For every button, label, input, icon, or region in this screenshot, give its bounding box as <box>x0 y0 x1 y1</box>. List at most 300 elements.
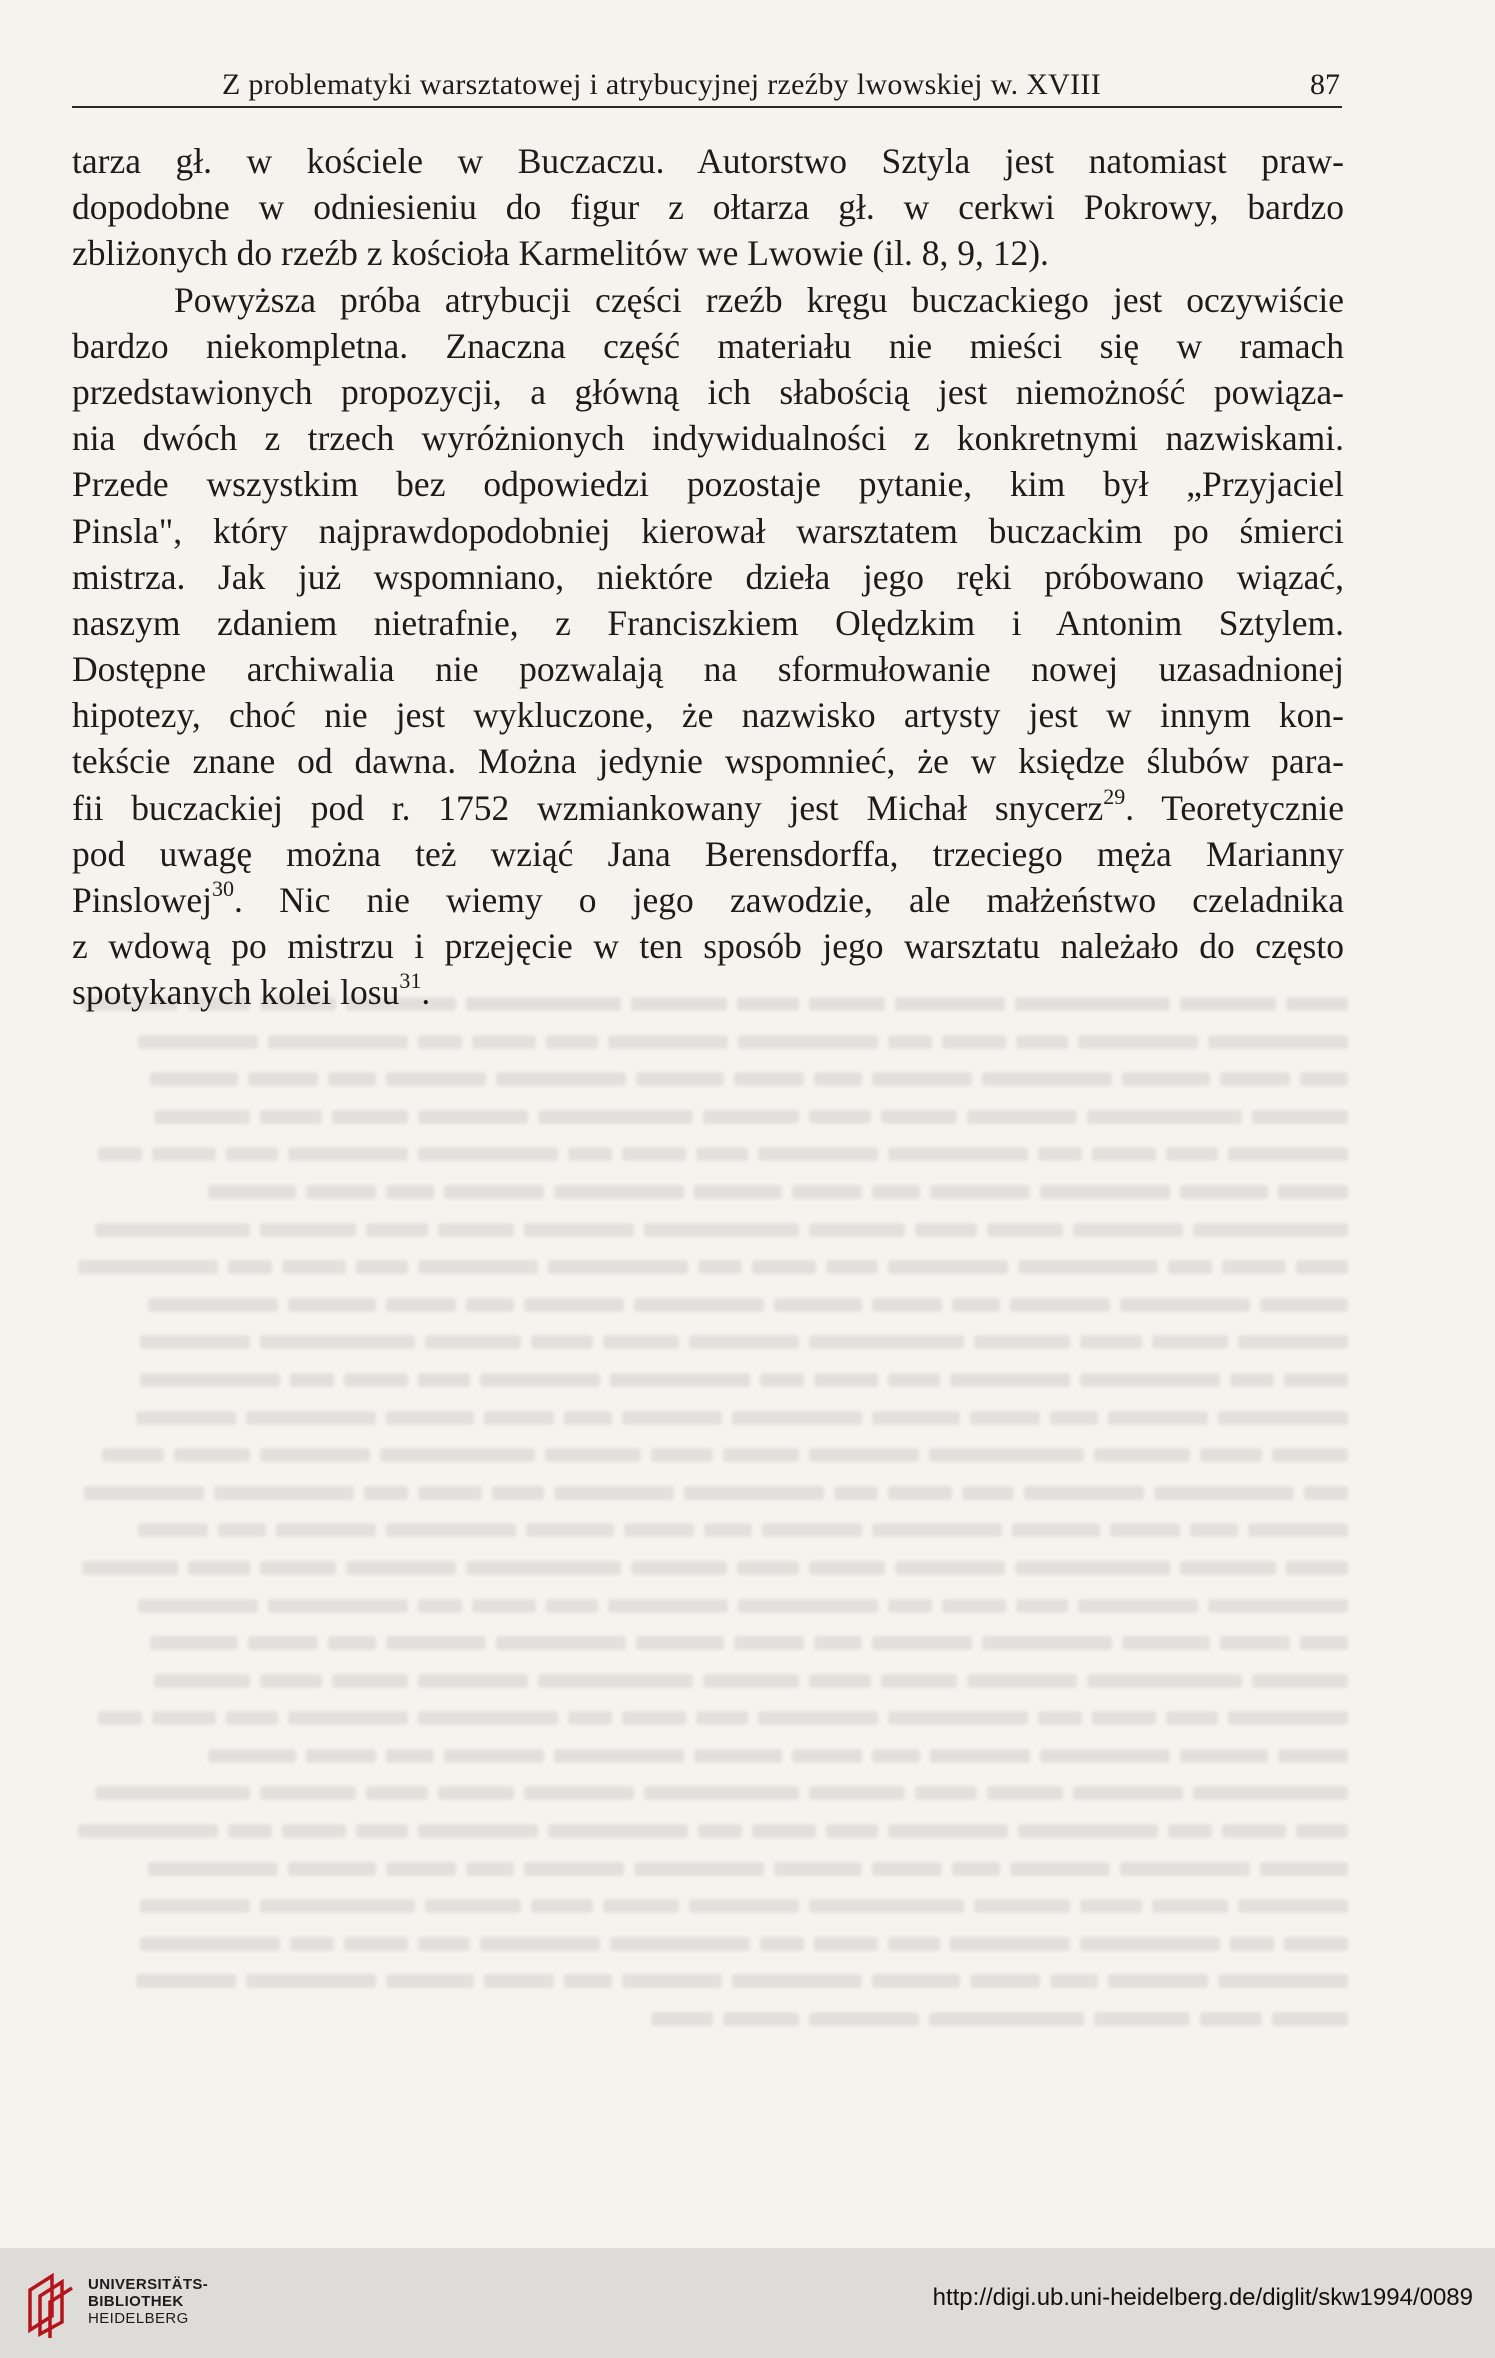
show-through-mark <box>1038 1711 1082 1725</box>
show-through-mark <box>1087 1110 1242 1124</box>
show-through-mark <box>356 1824 408 1838</box>
show-through-mark <box>328 1072 376 1086</box>
show-through-mark <box>564 1411 612 1425</box>
show-through-mark <box>174 1448 250 1462</box>
show-through-line <box>58 1211 1348 1249</box>
show-through-line <box>58 1587 1348 1625</box>
show-through-mark <box>366 1786 428 1800</box>
show-through-mark <box>1200 2012 1262 2026</box>
show-through-mark <box>952 1298 1000 1312</box>
text-line: pod uwagę można też wziąć Jana Berensdorffa, trzeciego męża Marianny <box>72 833 1344 874</box>
library-name-line: HEIDELBERG <box>88 2310 189 2327</box>
show-through-mark <box>546 1035 598 1049</box>
show-through-mark <box>418 1937 470 1951</box>
show-through-mark <box>1218 1974 1348 1988</box>
show-through-mark <box>942 1035 1006 1049</box>
show-through-line <box>58 1060 1348 1098</box>
show-through-mark <box>1296 1260 1348 1274</box>
show-through-mark <box>524 1223 634 1237</box>
show-through-mark <box>78 1824 218 1838</box>
show-through-mark <box>881 1674 957 1688</box>
show-through-mark <box>970 1411 1040 1425</box>
show-through-mark <box>484 1411 554 1425</box>
show-through-mark <box>524 1786 634 1800</box>
show-through-mark <box>987 1786 1063 1800</box>
text-line: nia dwóch z trzech wyróżnionych indywidualności z konkretnymi nazwiskami. <box>72 418 1344 459</box>
show-through-mark <box>466 1862 514 1876</box>
show-through-mark <box>344 1373 408 1387</box>
show-through-mark <box>636 1636 724 1650</box>
show-through-line <box>58 1135 1348 1173</box>
show-through-mark <box>758 1147 878 1161</box>
show-through-mark <box>1078 1035 1198 1049</box>
show-through-mark <box>982 1636 1112 1650</box>
show-through-mark <box>268 1035 408 1049</box>
show-through-line <box>58 1023 1348 1061</box>
footnote-ref-29: 29 <box>1103 784 1126 809</box>
show-through-mark <box>987 1223 1063 1237</box>
show-through-mark <box>386 1749 434 1763</box>
show-through-mark <box>276 1523 376 1537</box>
show-through-mark <box>634 1862 764 1876</box>
show-through-mark <box>524 1298 624 1312</box>
show-through-mark <box>356 1260 408 1274</box>
show-through-mark <box>694 1749 782 1763</box>
show-through-mark <box>814 1937 878 1951</box>
show-through-line <box>58 1436 1348 1474</box>
show-through-line <box>58 1549 1348 1587</box>
running-head-title: Z problematyki warsztatowej i atrybucyjnej rzeźby lwowskiej w. XVIII <box>222 68 1102 101</box>
show-through-mark <box>1120 1862 1250 1876</box>
show-through-mark <box>872 1523 1002 1537</box>
show-through-mark <box>150 1072 238 1086</box>
show-through-mark <box>1152 1335 1228 1349</box>
show-through-mark <box>260 1674 322 1688</box>
show-through-mark <box>774 1298 862 1312</box>
source-url[interactable]: http://digi.ub.uni-heidelberg.de/diglit/skw1994/0089 <box>932 2284 1473 2311</box>
show-through-mark <box>622 1974 722 1988</box>
show-through-mark <box>1168 1824 1212 1838</box>
show-through-line <box>58 1662 1348 1700</box>
show-through-mark <box>418 1260 538 1274</box>
text-line: zbliżonych do rzeźb z kościoła Karmelitów we Lwowie (il. 8, 9, 12). <box>72 233 1049 274</box>
show-through-line <box>58 1624 1348 1662</box>
show-through-mark <box>1108 1411 1208 1425</box>
show-through-mark <box>1230 1373 1274 1387</box>
show-through-mark <box>98 1147 142 1161</box>
text-fragment: fii buczackiej pod r. 1752 wzmiankowany jest Michał snycerz <box>72 787 1104 828</box>
show-through-mark <box>929 1448 1084 1462</box>
show-through-mark <box>154 1674 250 1688</box>
show-through-line <box>58 1511 1348 1549</box>
show-through-mark <box>1050 1974 1098 1988</box>
show-through-mark <box>306 1749 376 1763</box>
show-through-mark <box>1252 1110 1348 1124</box>
show-through-mark <box>872 1749 920 1763</box>
show-through-mark <box>684 1486 824 1500</box>
show-through-mark <box>809 1448 919 1462</box>
show-through-mark <box>332 1110 408 1124</box>
footnote-ref-30: 30 <box>212 877 235 902</box>
show-through-mark <box>260 1448 370 1462</box>
show-through-line <box>58 1737 1348 1775</box>
show-through-mark <box>689 1899 799 1913</box>
show-through-mark <box>95 1786 250 1800</box>
show-through-mark <box>484 1974 554 1988</box>
show-through-line <box>58 1399 1348 1437</box>
show-through-mark <box>140 1899 250 1913</box>
show-through-mark <box>260 1223 356 1237</box>
show-through-mark <box>1073 1223 1183 1237</box>
text-line: Przede wszystkim bez odpowiedzi pozostaje pytanie, kim był „Przyjaciel <box>72 464 1344 505</box>
show-through-mark <box>226 1147 278 1161</box>
show-through-mark <box>888 1599 932 1613</box>
show-through-mark <box>1284 1937 1348 1951</box>
show-through-mark <box>1252 1674 1348 1688</box>
show-through-mark <box>290 1937 334 1951</box>
footer-bar <box>0 2248 1495 2358</box>
show-through-mark <box>346 1561 456 1575</box>
show-through-mark <box>418 1599 462 1613</box>
show-through-mark <box>834 1486 878 1500</box>
show-through-mark <box>386 1636 486 1650</box>
show-through-mark <box>386 1974 474 1988</box>
show-through-mark <box>138 1523 208 1537</box>
show-through-mark <box>545 1448 641 1462</box>
show-through-mark <box>102 1448 164 1462</box>
show-through-mark <box>1154 1486 1294 1500</box>
show-through-mark <box>610 1937 750 1951</box>
show-through-mark <box>1092 1147 1156 1161</box>
text-line: mistrza. Jak już wspomniano, niektóre dzieła jego ręki próbowano wiązać, <box>72 556 1344 597</box>
show-through-mark <box>1284 1373 1348 1387</box>
show-through-mark <box>288 1298 376 1312</box>
show-through-mark <box>1180 1561 1276 1575</box>
show-through-mark <box>386 1298 456 1312</box>
show-through-mark <box>603 1335 679 1349</box>
show-through-mark <box>140 1373 280 1387</box>
show-through-line <box>58 1850 1348 1888</box>
show-through-mark <box>136 1974 236 1988</box>
show-through-mark <box>888 1937 940 1951</box>
show-through-mark <box>524 1862 624 1876</box>
show-through-mark <box>809 1110 871 1124</box>
show-through-mark <box>1018 1824 1158 1838</box>
show-through-mark <box>1120 1298 1250 1312</box>
show-through-mark <box>950 1937 1070 1951</box>
show-through-mark <box>1228 1147 1348 1161</box>
show-through-mark <box>260 1335 415 1349</box>
text-line: tekście znane od dawna. Można jedynie wspomnieć, że w księdze ślubów para- <box>72 741 1344 782</box>
show-through-line <box>58 1774 1348 1812</box>
show-through-mark <box>226 1711 278 1725</box>
show-through-mark <box>472 1035 536 1049</box>
show-through-mark <box>1260 1862 1348 1876</box>
show-through-mark <box>472 1599 536 1613</box>
show-through-mark <box>603 1899 679 1913</box>
show-through-mark <box>82 997 178 1011</box>
show-through-mark <box>98 1711 142 1725</box>
show-through-mark <box>970 1974 1040 1988</box>
show-through-mark <box>1080 1937 1220 1951</box>
show-through-mark <box>554 1486 674 1500</box>
text-fragment: . Nic nie wiemy o jego zawodzie, ale małżeństwo czeladnika <box>234 880 1344 920</box>
show-through-mark <box>622 1411 722 1425</box>
show-through-mark <box>814 1636 862 1650</box>
show-through-mark <box>1180 1185 1268 1199</box>
show-through-mark <box>703 1674 799 1688</box>
show-through-mark <box>1038 1147 1082 1161</box>
show-through-mark <box>809 997 885 1011</box>
show-through-mark <box>651 1448 713 1462</box>
show-through-mark <box>188 1561 250 1575</box>
show-through-mark <box>872 1862 942 1876</box>
show-through-mark <box>809 1335 964 1349</box>
show-through-mark <box>228 1260 272 1274</box>
show-through-line <box>58 1286 1348 1324</box>
show-through-mark <box>634 1298 764 1312</box>
show-through-mark <box>694 1185 782 1199</box>
text-line: Pinsla", który najprawdopodobniej kierował warsztatem buczackim po śmierci <box>72 510 1344 551</box>
show-through-mark <box>344 1937 408 1951</box>
show-through-mark <box>538 1110 693 1124</box>
text-line: przedstawionych propozycji, a główną ich słabością jest niemożność powiąza- <box>72 371 1344 412</box>
show-through-mark <box>1200 1448 1262 1462</box>
show-through-mark <box>418 1035 462 1049</box>
show-through-mark <box>188 997 250 1011</box>
show-through-mark <box>1180 1749 1268 1763</box>
show-through-mark <box>1300 1636 1348 1650</box>
show-through-mark <box>809 1223 905 1237</box>
show-through-mark <box>930 1749 1030 1763</box>
library-name-line: BIBLIOTHEK <box>88 2293 184 2310</box>
body-text <box>72 138 1344 1016</box>
show-through-mark <box>150 1636 238 1650</box>
show-through-mark <box>774 1862 862 1876</box>
show-through-mark <box>1087 1674 1242 1688</box>
show-through-mark <box>809 2012 919 2026</box>
show-through-mark <box>140 1937 280 1951</box>
show-through-mark <box>492 1486 544 1500</box>
show-through-mark <box>1152 1899 1228 1913</box>
show-through-mark <box>895 997 1005 1011</box>
show-through-mark <box>872 1974 960 1988</box>
show-through-mark <box>608 1599 728 1613</box>
show-through-mark <box>942 1599 1006 1613</box>
show-through-mark <box>809 1674 871 1688</box>
show-through-line <box>58 1248 1348 1286</box>
show-through-mark <box>328 1636 376 1650</box>
show-through-mark <box>546 1599 598 1613</box>
show-through-mark <box>1122 1636 1210 1650</box>
show-through-mark <box>1278 1749 1348 1763</box>
text-line: bardzo niekompletna. Znaczna część materiału nie mieści się w ramach <box>72 325 1344 366</box>
show-through-mark <box>260 997 336 1011</box>
show-through-mark <box>425 1335 521 1349</box>
show-through-mark <box>554 1749 684 1763</box>
show-through-mark <box>138 1599 258 1613</box>
page-number: 87 <box>1310 68 1340 101</box>
show-through-mark <box>1040 1749 1170 1763</box>
show-through-mark <box>1092 1711 1156 1725</box>
show-through-mark <box>696 1711 748 1725</box>
show-through-mark <box>418 1373 470 1387</box>
show-through-mark <box>888 1035 932 1049</box>
show-through-mark <box>386 1862 456 1876</box>
show-through-mark <box>734 1072 804 1086</box>
show-through-mark <box>792 1749 862 1763</box>
show-through-mark <box>1108 1974 1208 1988</box>
show-through-mark <box>95 1223 250 1237</box>
show-through-mark <box>531 1899 593 1913</box>
show-through-mark <box>531 1335 593 1349</box>
show-through-mark <box>967 1110 1077 1124</box>
show-through-mark <box>386 1411 474 1425</box>
show-through-mark <box>438 1223 514 1237</box>
show-through-mark <box>1278 1185 1348 1199</box>
show-through-mark <box>888 1711 1028 1725</box>
library-name <box>88 2276 208 2327</box>
show-through-mark <box>346 997 456 1011</box>
show-through-mark <box>631 1561 727 1575</box>
show-through-mark <box>1304 1486 1348 1500</box>
show-through-mark <box>1222 1824 1286 1838</box>
show-through-mark <box>1286 997 1348 1011</box>
show-through-mark <box>1016 1035 1068 1049</box>
show-through-mark <box>208 1185 296 1199</box>
text-fragment: . Teoretycznie <box>1125 787 1344 828</box>
show-through-mark <box>1296 1824 1348 1838</box>
show-through-mark <box>418 1711 558 1725</box>
show-through-mark <box>814 1373 878 1387</box>
show-through-mark <box>888 1486 952 1500</box>
show-through-mark <box>1050 1411 1098 1425</box>
show-through-mark <box>148 1298 278 1312</box>
show-through-mark <box>1080 1373 1220 1387</box>
show-through-mark <box>738 1035 878 1049</box>
show-through-line <box>58 1098 1348 1136</box>
show-through-mark <box>610 1373 750 1387</box>
show-through-mark <box>1238 1899 1348 1913</box>
show-through-mark <box>738 1599 878 1613</box>
show-through-mark <box>1222 1260 1286 1274</box>
show-through-mark <box>466 1561 621 1575</box>
show-through-mark <box>418 1110 528 1124</box>
show-through-mark <box>1168 1260 1212 1274</box>
show-through-mark <box>564 1974 612 1988</box>
show-through-mark <box>622 1711 686 1725</box>
library-name-line: UNIVERSITÄTS- <box>88 2276 209 2293</box>
show-through-line <box>58 1474 1348 1512</box>
show-through-mark <box>732 1411 862 1425</box>
show-through-mark <box>608 1035 728 1049</box>
show-through-mark <box>466 1298 514 1312</box>
show-through-line <box>58 1812 1348 1850</box>
show-through-mark <box>480 1373 600 1387</box>
show-through-mark <box>696 1147 748 1161</box>
footnote-ref-31: 31 <box>399 968 422 994</box>
show-through-mark <box>538 1674 693 1688</box>
show-through-mark <box>1078 1599 1198 1613</box>
show-through-mark <box>689 1335 799 1349</box>
show-through-mark <box>1218 1411 1348 1425</box>
show-through-mark <box>228 1824 272 1838</box>
show-through-mark <box>651 2012 713 2026</box>
show-through-mark <box>895 1561 1005 1575</box>
show-through-line <box>58 1361 1348 1399</box>
show-through-mark <box>752 1260 816 1274</box>
show-through-mark <box>1094 2012 1190 2026</box>
show-through-mark <box>1190 1523 1238 1537</box>
show-through-mark <box>1166 1147 1218 1161</box>
show-through-mark <box>78 1260 218 1274</box>
show-through-mark <box>814 1072 862 1086</box>
show-through-mark <box>554 1185 684 1199</box>
show-through-mark <box>380 1448 535 1462</box>
show-through-mark <box>148 1862 278 1876</box>
show-through-mark <box>624 1523 694 1537</box>
show-through-mark <box>496 1072 626 1086</box>
show-through-mark <box>1080 1899 1142 1913</box>
show-through-mark <box>1015 997 1170 1011</box>
show-through-mark <box>1024 1486 1144 1500</box>
show-through-mark <box>974 1899 1070 1913</box>
show-through-mark <box>138 1035 258 1049</box>
show-through-mark <box>1073 1786 1183 1800</box>
show-through-mark <box>792 1185 862 1199</box>
show-through-mark <box>290 1373 334 1387</box>
show-through-mark <box>758 1711 878 1725</box>
text-line: Powyższa próba atrybucji części rzeźb kręgu buczackiego jest oczywiście <box>174 279 1344 320</box>
show-through-mark <box>152 1147 216 1161</box>
show-through-mark <box>1010 1862 1110 1876</box>
show-through-mark <box>1110 1523 1180 1537</box>
show-through-mark <box>1272 2012 1348 2026</box>
show-through-mark <box>1300 1072 1348 1086</box>
show-through-mark <box>466 997 621 1011</box>
running-head <box>72 66 1342 108</box>
show-through-mark <box>140 1335 250 1349</box>
show-through-mark <box>248 1636 318 1650</box>
show-through-mark <box>246 1411 376 1425</box>
show-through-mark <box>288 1711 408 1725</box>
show-through-mark <box>962 1486 1014 1500</box>
show-through-mark <box>438 1786 514 1800</box>
show-through-mark <box>568 1711 612 1725</box>
show-through-mark <box>1015 1561 1170 1575</box>
text-line: naszym zdaniem nietrafnie, z Franciszkiem Olędzkim i Antonim Sztylem. <box>72 602 1344 643</box>
show-through-mark <box>386 1072 486 1086</box>
show-through-mark <box>526 1523 614 1537</box>
show-through-mark <box>386 1523 516 1537</box>
show-through-mark <box>826 1260 878 1274</box>
show-through-mark <box>480 1937 600 1951</box>
show-through-mark <box>872 1072 972 1086</box>
show-through-mark <box>418 1147 558 1161</box>
show-through-mark <box>982 1072 1112 1086</box>
show-through-mark <box>952 1862 1000 1876</box>
show-through-mark <box>208 1749 296 1763</box>
text-fragment: spotykanych kolei losu <box>72 972 400 1013</box>
show-through-mark <box>737 1561 799 1575</box>
show-through-mark <box>364 1486 408 1500</box>
show-through-mark <box>568 1147 612 1161</box>
show-through-line <box>58 1173 1348 1211</box>
show-through-mark <box>288 1147 408 1161</box>
show-through-mark <box>760 1373 804 1387</box>
show-through-mark <box>246 1974 376 1988</box>
show-through-mark <box>496 1636 626 1650</box>
